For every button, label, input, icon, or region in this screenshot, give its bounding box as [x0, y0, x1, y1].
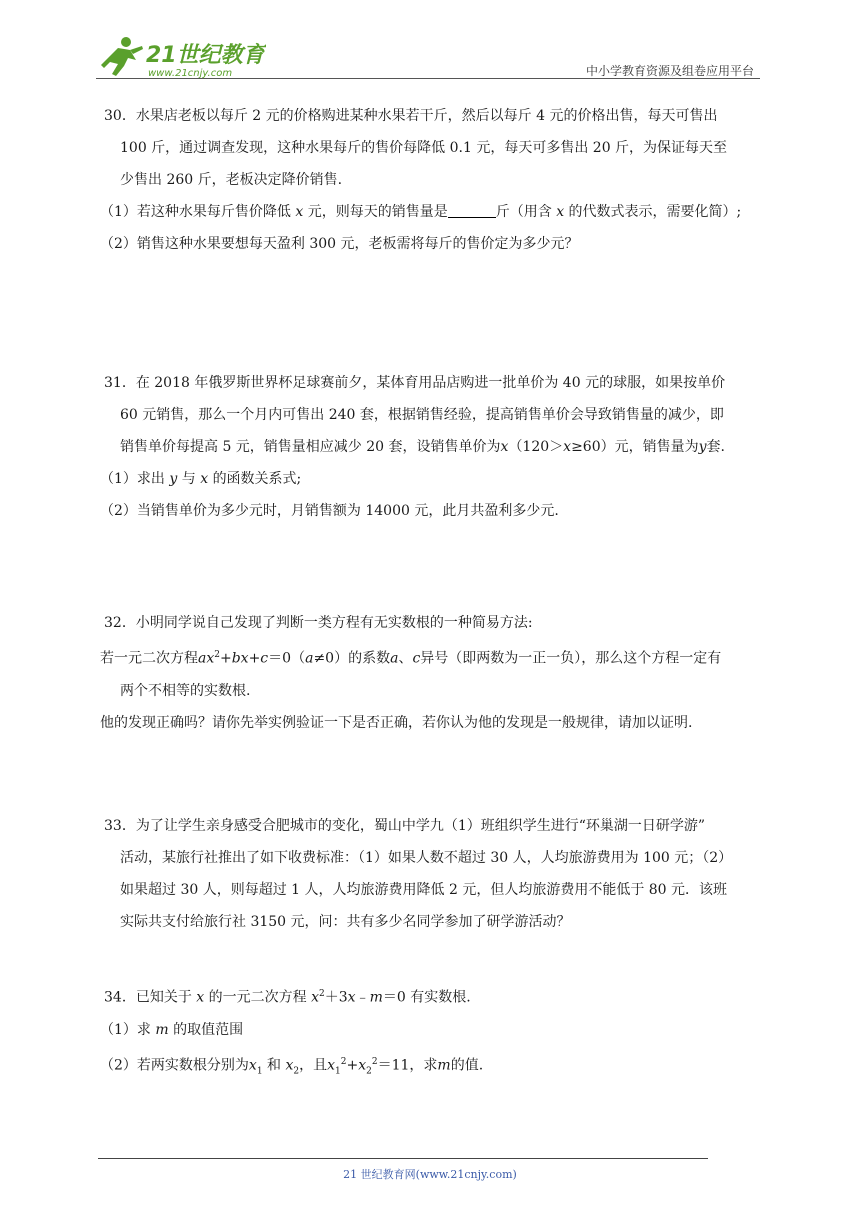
header-tagline: 中小学教育资源及组卷应用平台 — [585, 64, 754, 78]
question-31-part-1: （1）求出 y 与 x 的函数关系式; — [100, 471, 302, 487]
logo — [96, 32, 266, 80]
question-31: 31．在 2018 年俄罗斯世界杯足球赛前夕，某体育用品店购进一批单价为 40 元的球服，如果按单价 60 元销售，那么一个月内可售出 240 套，根据销售经验，提高销售单价会导致销售量的减少，即 销售单价每提高 5 元，销售量相应减少 20 套，设销售单价为x（120＞x≥60）元，销售量为y套. （1）求出 y 与 x 的函数关系式; （2）当销售单价为多少元时，月销售额为 14000 元，此月共盈利多少元. — [104, 367, 764, 527]
question-34: 34．已知关于 x 的一元二次方程 $x^2+3x﹣m=0$ 有实数根. （1）求 m 的取值范围 （2）若两实数根分别为$x_1$ 和 $x_2$，且$x_1^2+x_2^2=11$，求m的值. — [104, 978, 764, 1087]
svg-text:www.21cnjy.com: www.21cnjy.com — [148, 68, 233, 79]
question-33: 33．为了让学生亲身感受合肥城市的变化，蜀山中学九（1）班组织学生进行“环巢湖一日研学游” 活动，某旅行社推出了如下收费标准：（1）如果人数不超过 30 人，人均旅游费用为 100 元；（2） 如果超过 30 人，则每超过 1 人，人均旅游费用降低 2 元，但人均旅游费用不能低于 80 元．该班 实际共支付给旅行社 3150 元，问：共有多少名同学参加了研学游活动？ — [104, 818, 733, 930]
question-number: 34． — [104, 989, 136, 1006]
svg-text:21世纪教育: 21世纪教育 — [146, 43, 265, 68]
header-divider — [96, 78, 760, 79]
question-34-part-1: （1）求 m 的取值范围 — [100, 1021, 244, 1038]
answer-blank[interactable] — [448, 201, 496, 218]
question-32: 32．小明同学说自己发现了判断一类方程有无实数根的一种简易方法: 若一元二次方程$ax^2+bx+c=0(a\ne 0)$的系数a、c异号（即两数为一正一负），那么这个方程一定有 两个不相等的实数根. 他的发现正确吗？请你先举实例验证一下是否正确，若你认为他的发现是一般规律，请加以证明. — [100, 615, 722, 731]
question-30-part-2: （2）销售这种水果要想每天盈利 300 元，老板需将每斤的售价定为多少元？ — [100, 236, 579, 252]
question-31-part-2: （2）当销售单价为多少元时，月销售额为 14000 元，此月共盈利多少元. — [100, 503, 559, 519]
question-number: 33． — [104, 818, 136, 834]
page-header — [96, 32, 760, 80]
question-number: 31． — [104, 375, 136, 391]
question-30: 30．水果店老板以每斤 2 元的价格购进某种水果若干斤，然后以每斤 4 元的价格出售，每天可售出 100 斤，通过调查发现，这种水果每斤的售价每降低 0.1 元，每天可多售出 20 斤，为保证每天至 少售出 260 斤，老板决定降价销售. （1）若这种水果每斤售价降低 x 元，则每天的销售量是 斤（用含 x 的代数式表示，需要化简）; （2）销售这种水果要想每天盈利 300 元，老板需将每斤的售价定为多少元？ — [104, 100, 764, 260]
question-30-part-1: （1）若这种水果每斤售价降低 x 元，则每天的销售量是 斤（用含 x 的代数式表示，需要化简）; — [100, 196, 764, 228]
runner-icon — [101, 37, 143, 76]
question-number: 30． — [104, 108, 136, 124]
footer-divider — [98, 1158, 708, 1159]
question-number: 32． — [104, 615, 136, 631]
question-34-part-2: （2）若两实数根分别为$x_1$ 和 $x_2$，且$x_1^2+x_2^2=11$，求m的值. — [100, 1056, 484, 1077]
footer-text: 21 世纪教育网(www.21cnjy.com) — [343, 1168, 517, 1181]
